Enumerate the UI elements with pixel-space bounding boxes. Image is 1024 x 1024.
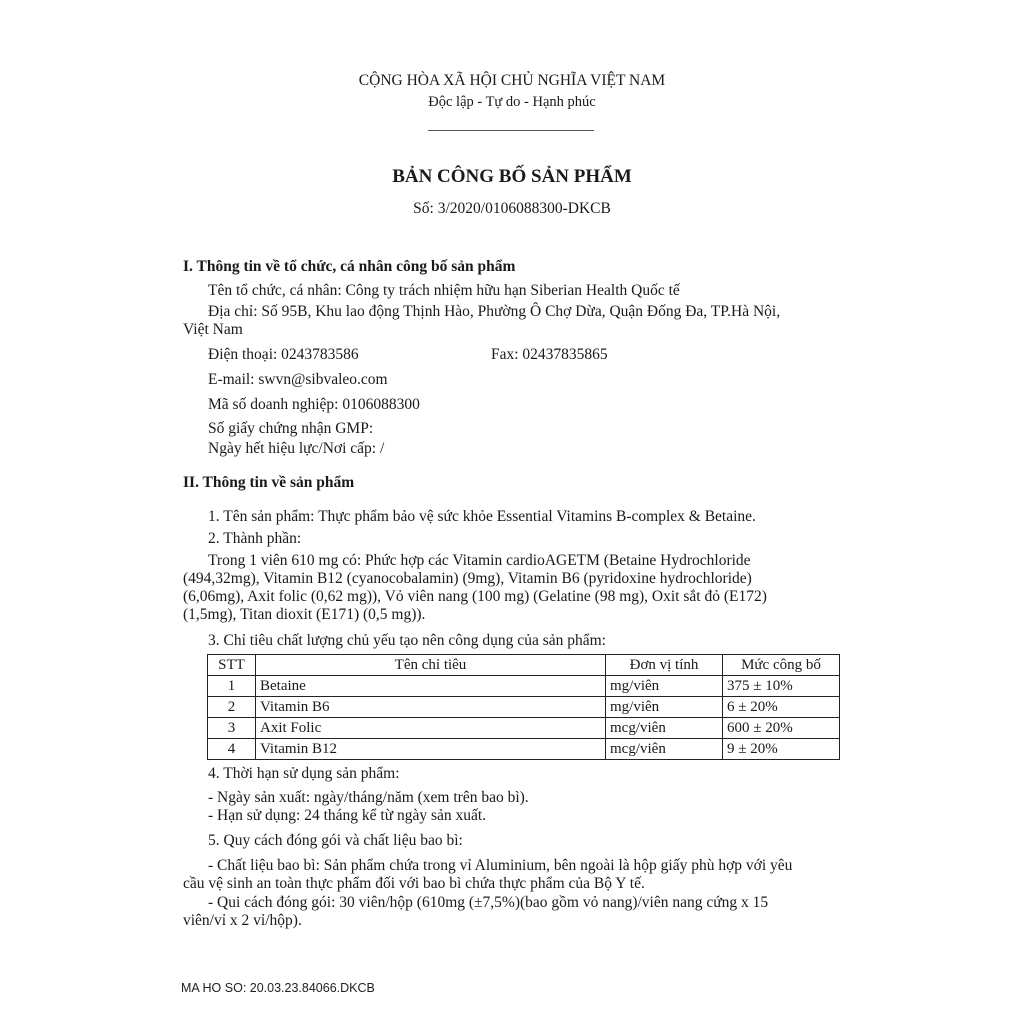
table-row <box>208 739 840 760</box>
tax-code: Mã số doanh nghiệp: 0106088300 <box>208 396 420 413</box>
header-criterion: Tên chỉ tiêu <box>256 655 606 676</box>
cell-level: 9 ± 20% <box>723 739 840 760</box>
cell-unit: mcg/viên <box>606 718 723 739</box>
cell-level: 600 ± 20% <box>723 718 840 739</box>
document-number: Số: 3/2020/0106088300-DKCB <box>413 200 611 217</box>
gmp-expiry: Ngày hết hiệu lực/Nơi cấp: / <box>208 440 385 457</box>
shelf-life-heading: 4. Thời hạn sử dụng sản phẩm: <box>208 765 400 782</box>
cell-criterion: Vitamin B6 <box>256 697 606 718</box>
gmp-certificate: Số giấy chứng nhận GMP: <box>208 420 374 437</box>
header-declared-level: Mức công bố <box>723 655 840 676</box>
composition-heading: 2. Thành phần: <box>208 530 302 547</box>
composition-line-2: (494,32mg), Vitamin B12 (cyanocobalamin) (9mg), Vitamin B6 (pyridoxine hydrochloride) <box>183 570 752 587</box>
header-unit: Đơn vị tính <box>606 655 723 676</box>
table-row <box>208 676 840 697</box>
cell-stt: 1 <box>208 676 256 697</box>
section-2-heading: II. Thông tin về sản phẩm <box>183 474 355 491</box>
cell-stt: 4 <box>208 739 256 760</box>
quality-criteria-table <box>207 654 840 760</box>
cell-criterion: Betaine <box>256 676 606 697</box>
composition-line-1: Trong 1 viên 610 mg có: Phức hợp các Vitamin cardioAGETM (Betaine Hydrochloride <box>208 552 751 569</box>
packaging-spec-line-1: - Qui cách đóng gói: 30 viên/hộp (610mg (±7,5%)(bao gồm vỏ nang)/viên nang cứng x 15 <box>208 894 769 911</box>
motto: Độc lập - Tự do - Hạnh phúc <box>428 94 596 110</box>
document-title: BẢN CÔNG BỐ SẢN PHẨM <box>392 166 632 187</box>
email: E-mail: swvn@sibvaleo.com <box>208 371 388 388</box>
header-divider <box>428 130 594 131</box>
table-header-row <box>208 655 840 676</box>
country-header: CỘNG HÒA XÃ HỘI CHỦ NGHĨA VIỆT NAM <box>358 72 666 89</box>
cell-unit: mg/viên <box>606 676 723 697</box>
fax: Fax: 02437835865 <box>491 346 608 363</box>
cell-unit: mcg/viên <box>606 739 723 760</box>
packaging-spec-line-2: viên/vỉ x 2 vỉ/hộp). <box>183 912 302 929</box>
manufacture-date: - Ngày sản xuất: ngày/tháng/năm (xem trên bao bì). <box>208 789 529 806</box>
org-name: Tên tổ chức, cá nhân: Công ty trách nhiệm hữu hạn Siberian Health Quốc tế <box>208 282 680 299</box>
product-name: 1. Tên sản phẩm: Thực phẩm bảo vệ sức khỏe Essential Vitamins B-complex & Betaine. <box>208 508 756 525</box>
cell-level: 6 ± 20% <box>723 697 840 718</box>
cell-stt: 2 <box>208 697 256 718</box>
section-1-heading: I. Thông tin về tổ chức, cá nhân công bố sản phẩm <box>183 258 516 275</box>
expiry-period: - Hạn sử dụng: 24 tháng kể từ ngày sản xuất. <box>208 807 487 824</box>
cell-criterion: Vitamin B12 <box>256 739 606 760</box>
packaging-material-line-1: - Chất liệu bao bì: Sản phẩm chứa trong vỉ Aluminium, bên ngoài là hộp giấy phù hợp với yêu <box>208 857 793 874</box>
cell-criterion: Axit Folic <box>256 718 606 739</box>
header-stt: STT <box>208 655 256 676</box>
table-row <box>208 718 840 739</box>
packaging-material-line-2: cầu vệ sinh an toàn thực phẩm đối với bao bì chứa thực phẩm của Bộ Y tế. <box>183 875 645 892</box>
table-row <box>208 697 840 718</box>
address-line-2: Việt Nam <box>183 321 243 338</box>
cell-stt: 3 <box>208 718 256 739</box>
composition-line-3: (6,06mg), Axit folic (0,62 mg)), Vỏ viên nang (100 mg) (Gelatine (98 mg), Oxit sắt đỏ (E172) <box>183 588 767 605</box>
packaging-heading: 5. Quy cách đóng gói và chất liệu bao bì: <box>208 832 463 849</box>
composition-line-4: (1,5mg), Titan dioxit (E171) (0,5 mg)). <box>183 606 426 623</box>
address-line-1: Địa chỉ: Số 95B, Khu lao động Thịnh Hào, Phường Ô Chợ Dừa, Quận Đống Đa, TP.Hà Nội, <box>208 303 781 320</box>
cell-unit: mg/viên <box>606 697 723 718</box>
cell-level: 375 ± 10% <box>723 676 840 697</box>
phone: Điện thoại: 0243783586 <box>208 346 359 363</box>
dossier-code: MA HO SO: 20.03.23.84066.DKCB <box>181 981 375 995</box>
quality-criteria-heading: 3. Chỉ tiêu chất lượng chủ yếu tạo nên công dụng của sản phẩm: <box>208 632 606 649</box>
